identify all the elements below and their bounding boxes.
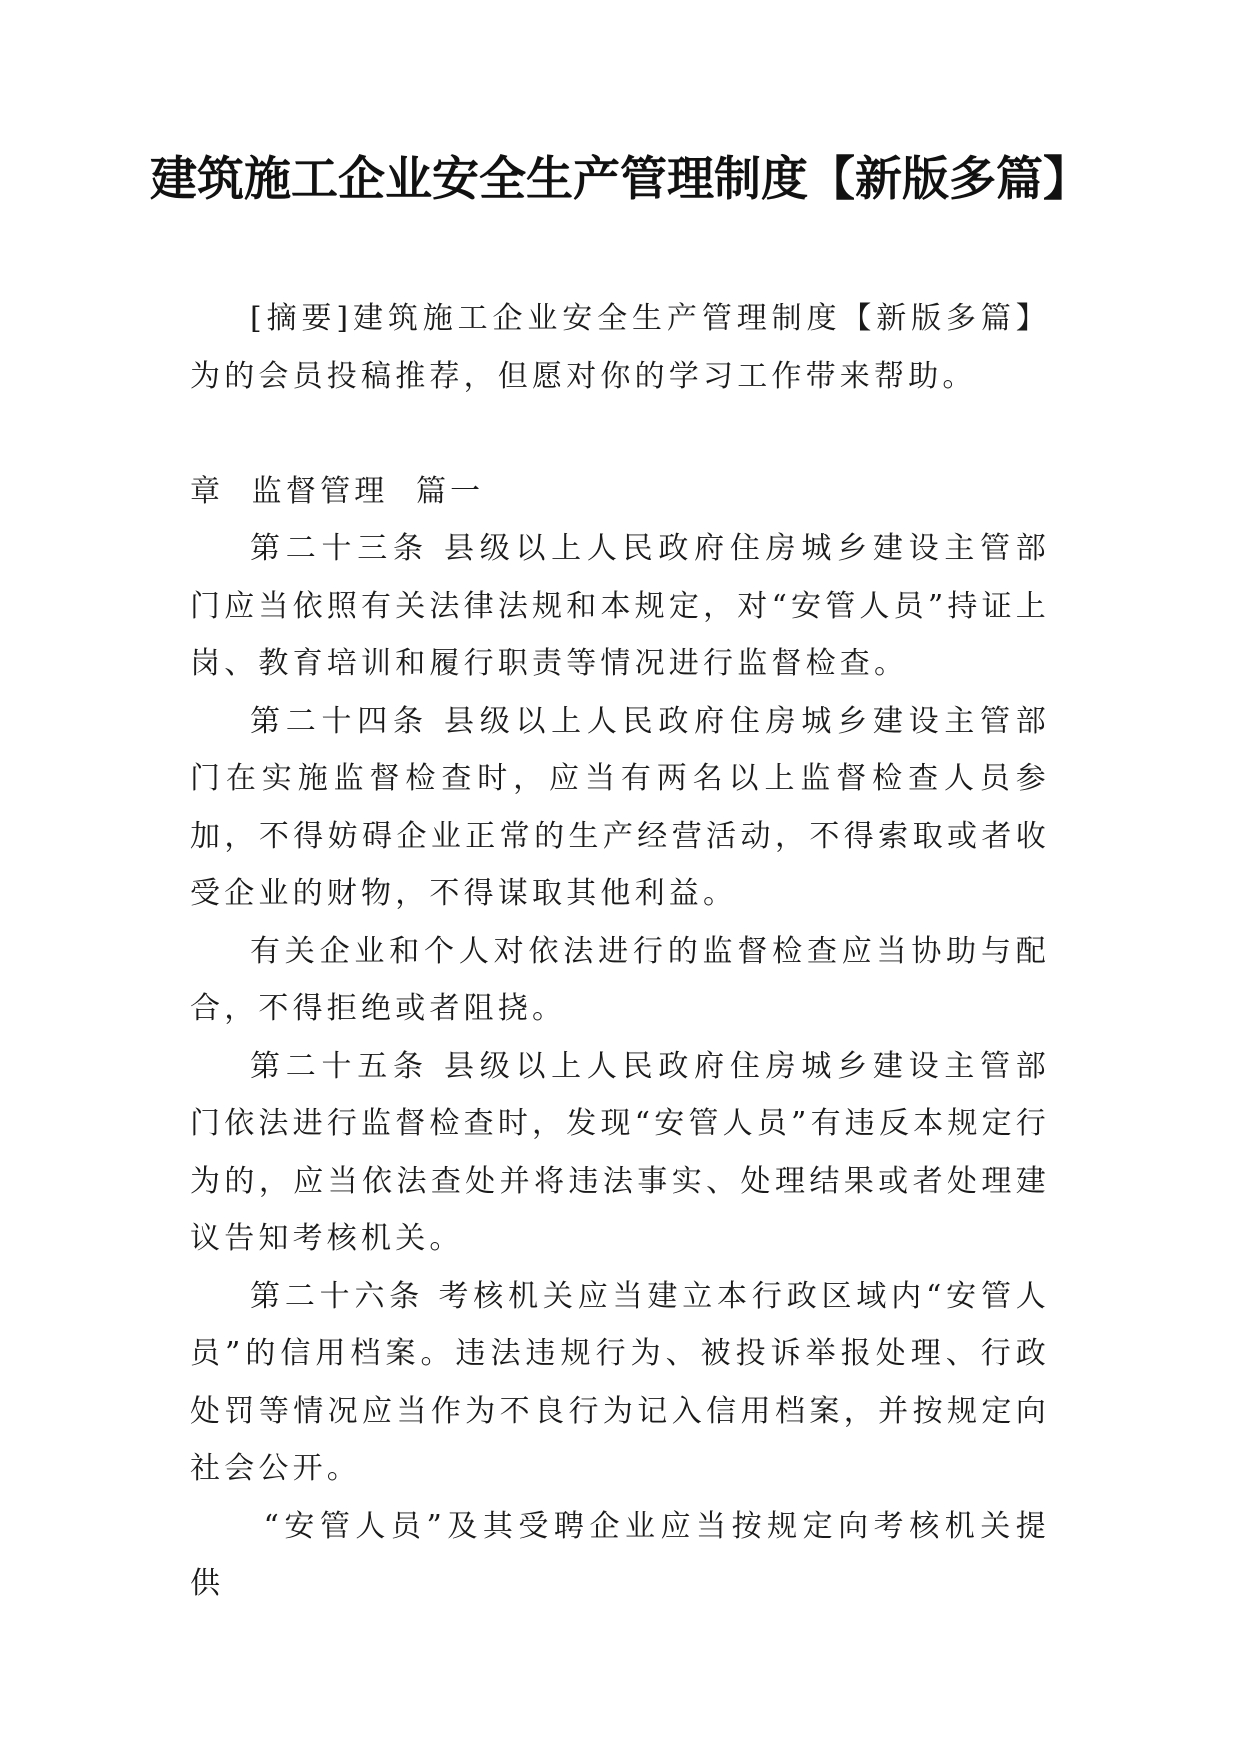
cooperation-paragraph: 有关企业和个人对依法进行的监督检查应当协助与配合，不得拒绝或者阻挠。 [190, 933, 1050, 1026]
article-25-paragraph: 第二十五条 县级以上人民政府住房城乡建设主管部门依法进行监督检查时，发现“安管人员”有违反本规定行为的，应当依法查处并将违法事实、处理结果或者处理建议告知考核机关。 [190, 1048, 1050, 1256]
document-body [190, 290, 1050, 1613]
document-title: 建筑施工企业安全生产管理制度【新版多篇】 [150, 152, 1090, 207]
article-23-paragraph: 第二十三条 县级以上人民政府住房城乡建设主管部门应当依照有关法律法规和本规定，对“安管人员”持证上岗、教育培训和履行职责等情况进行监督检查。 [190, 531, 1050, 681]
article-24-paragraph: 第二十四条 县级以上人民政府住房城乡建设主管部门在实施监督检查时，应当有两名以上监督检查人员参加，不得妨碍企业正常的生产经营活动，不得索取或者收受企业的财物，不得谋取其他利益。 [190, 703, 1050, 911]
continued-paragraph: “安管人员”及其受聘企业应当按规定向考核机关提供 [190, 1508, 1050, 1601]
blank-line [190, 405, 1050, 463]
section-heading: 章 监督管理 篇一 [190, 473, 485, 509]
article-26-paragraph: 第二十六条 考核机关应当建立本行政区域内“安管人员”的信用档案。违法违规行为、被投诉举报处理、行政处罚等情况应当作为不良行为记入信用档案，并按规定向社会公开。 [190, 1278, 1050, 1486]
abstract-paragraph: [摘要]建筑施工企业安全生产管理制度【新版多篇】为的会员投稿推荐，但愿对你的学习工作带来帮助。 [190, 301, 1050, 394]
